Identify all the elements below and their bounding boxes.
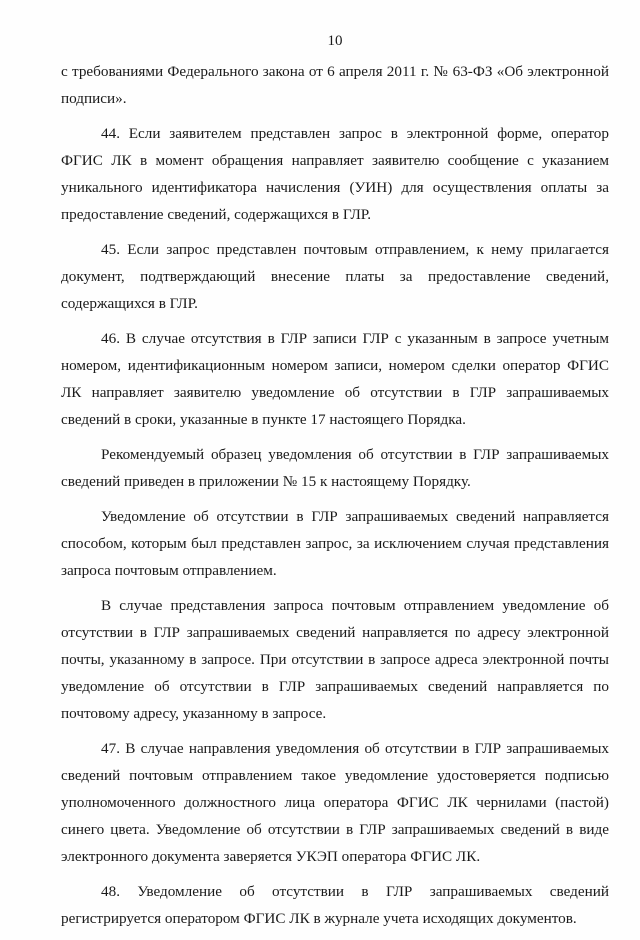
- document-body: [61, 58, 609, 940]
- paragraph-45: 45. Если запрос представлен почтовым отправлением, к нему прилагается документ, подтверждающий внесение платы за предоставление сведений, содержащихся в ГЛР.: [61, 241, 609, 312]
- paragraph-44: 44. Если заявителем представлен запрос в электронной форме, оператор ФГИС ЛК в момент обращения направляет заявителю сообщение с указанием уникального идентификатора начисления (УИН) для осуществления оплаты за предоставление сведений, содержащихся в ГЛР.: [61, 125, 609, 223]
- paragraph-47: 47. В случае направления уведомления об отсутствии в ГЛР запрашиваемых сведений почтовым отправлением такое уведомление удостоверяется подписью уполномоченного должностного лица оператора ФГИС ЛК чернилами (пастой) синего цвета. Уведомление об отсутствии в ГЛР запрашиваемых сведений в виде электронного документа заверяется УКЭП оператора ФГИС ЛК.: [61, 740, 609, 865]
- paragraph-notice-method: Уведомление об отсутствии в ГЛР запрашиваемых сведений направляется способом, которым был представлен запрос, за исключением случая представления запроса почтовым отправлением.: [61, 508, 609, 579]
- paragraph-48: 48. Уведомление об отсутствии в ГЛР запрашиваемых сведений регистрируется оператором ФГИС ЛК в журнале учета исходящих документов.: [61, 883, 609, 927]
- paragraph-postal-case: В случае представления запроса почтовым отправлением уведомление об отсутствии в ГЛР запрашиваемых сведений направляется по адресу электронной почты, указанному в запросе. При отсутствии в запросе адреса электронной почты уведомление об отсутствии в ГЛР запрашиваемых сведений направляется по почтовому адресу, указанному в запросе.: [61, 597, 609, 722]
- paragraph-continuation: с требованиями Федерального закона от 6 апреля 2011 г. № 63-ФЗ «Об электронной подписи».: [61, 63, 609, 107]
- paragraph-46: 46. В случае отсутствия в ГЛР записи ГЛР с указанным в запросе учетным номером, идентификационным номером записи, номером сделки оператор ФГИС ЛК направляет заявителю уведомление об отсутствии в ГЛР запрашиваемых сведений в сроки, указанные в пункте 17 настоящего Порядка.: [61, 330, 609, 428]
- page-number: 10: [327, 33, 343, 49]
- paragraph-sample-notice: Рекомендуемый образец уведомления об отсутствии в ГЛР запрашиваемых сведений приведен в приложении № 15 к настоящему Порядку.: [61, 446, 609, 490]
